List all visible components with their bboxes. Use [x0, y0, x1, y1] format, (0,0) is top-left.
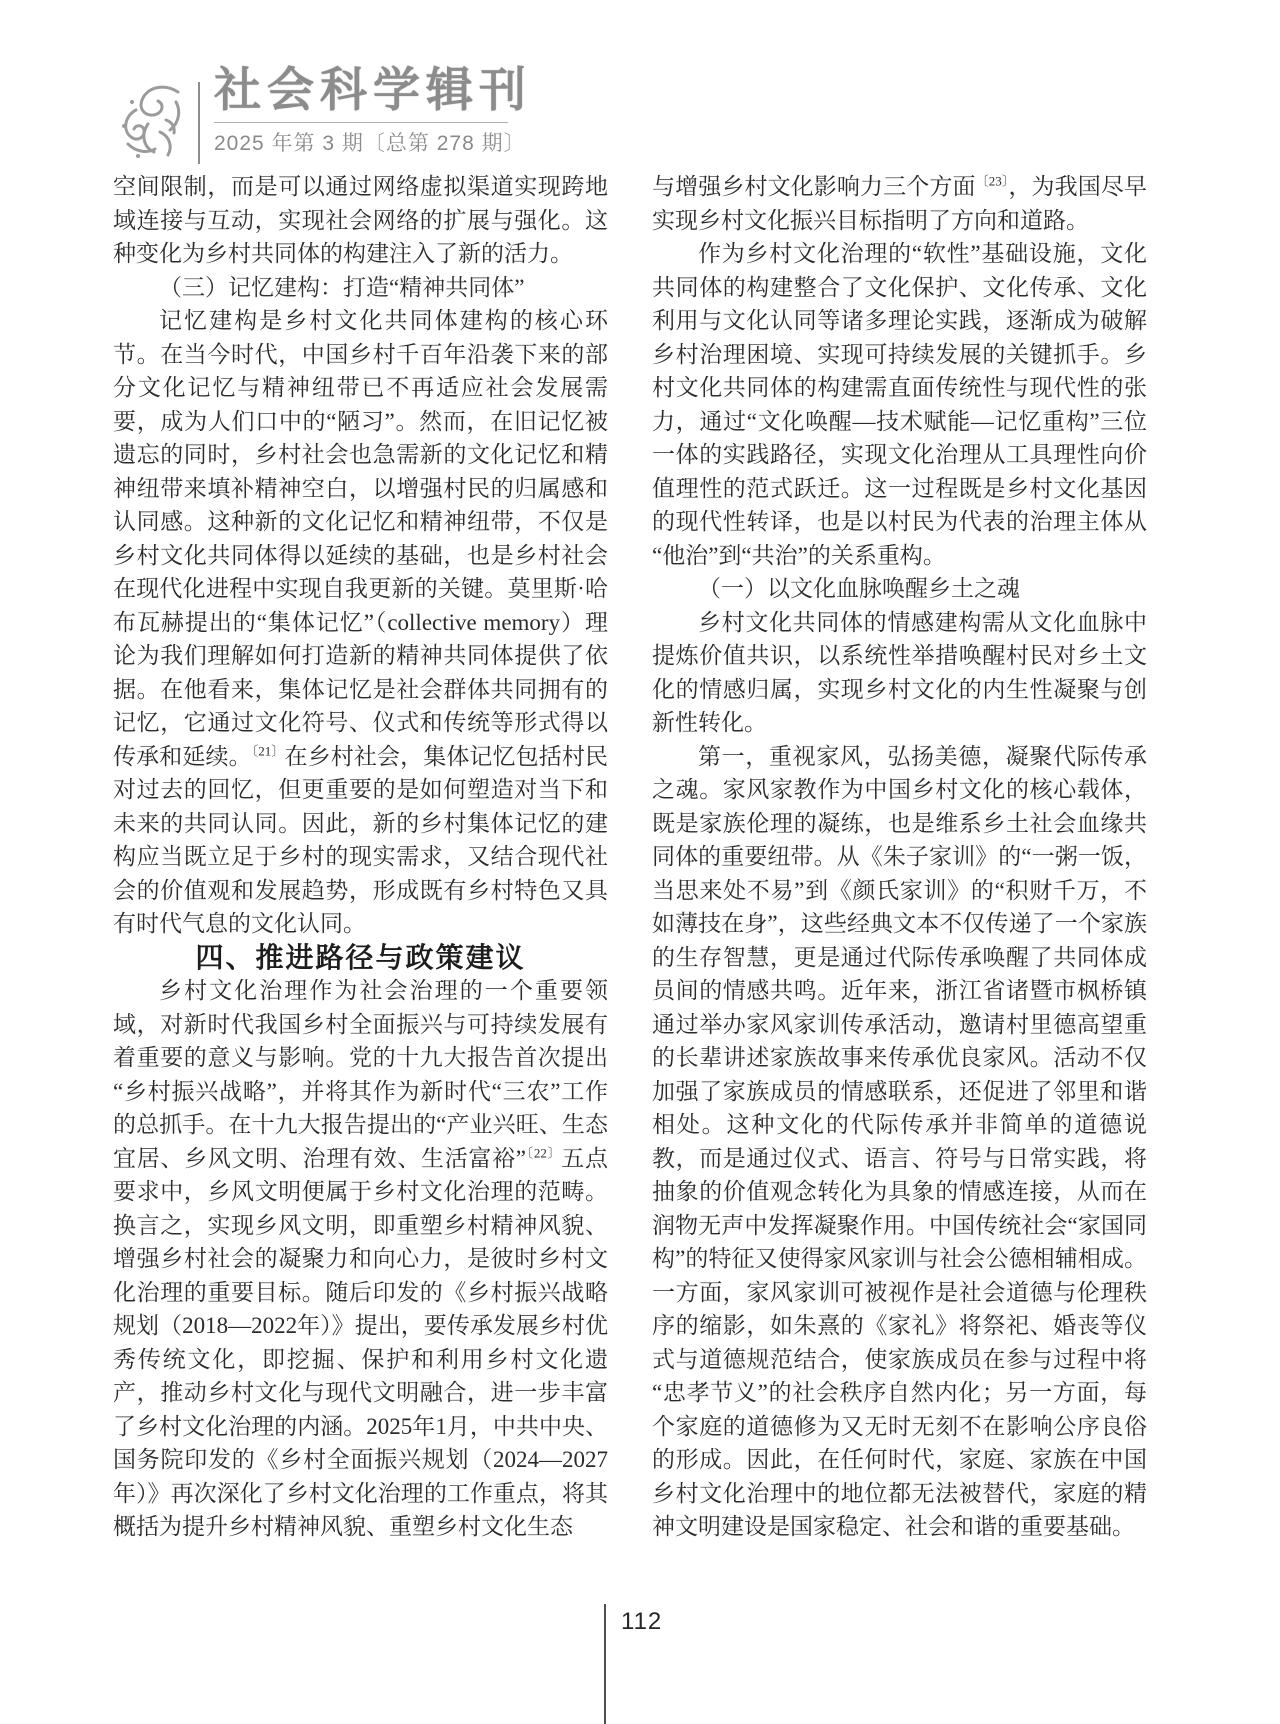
paragraph-text: 五点要求中，乡风文明便属于乡村文化治理的范畴。换言之，实现乡风文明，即重塑乡村精神风貌、增强乡村社会的凝聚力和向心力，是彼时乡村文化治理的重要目标。随后印发的《乡村振兴战略规划（2018—2022年）》提出，要传承发展乡村优秀传统文化，即挖掘、保护和利用乡村文化遗产，推动乡村文化与现代文明融合，进一步丰富了乡村文化治理的内涵。2025年1月，中共中央、国务院印发的《乡村全面振兴规划（2024—2027年）》再次深化了乡村文化治理的工作重点，将其概括为提升乡村精神风貌、重塑乡村文化生态	[113, 1145, 608, 1539]
journal-header	[112, 66, 532, 168]
reference-22: 〔22〕	[526, 1144, 562, 1160]
paragraph-continuation: 空间限制，而是可以通过网络虚拟渠道实现跨地域连接与互动，实现社会网络的扩展与强化。这种变化为乡村共同体的构建注入了新的活力。	[113, 174, 608, 266]
issue-line: 2025 年第 3 期〔总第 278 期〕	[214, 131, 526, 155]
subsection-heading-3: （三）记忆建构：打造“精神共同体”	[159, 274, 525, 300]
paragraph-text: 在乡村社会，集体记忆包括村民对过去的回忆，但更重要的是如何塑造对当下和未来的共同认同。因此，新的乡村集体记忆的建构应当既立足于乡村的现实需求，又结合现代社会的价值观和发展趋势，形成既有乡村特色又具有时代气息的文化认同。	[113, 743, 608, 936]
paragraph-text: ，为我国尽早实现乡村文化振兴目标指明了方向和道路。	[652, 174, 1148, 233]
footer-divider	[604, 1604, 606, 1724]
page-number: 112	[621, 1608, 663, 1635]
paragraph-text: 记忆建构是乡村文化共同体建构的核心环节。在当今时代，中国乡村千百年沿袭下来的部分文化记忆与精神纽带已不再适应社会发展需要，成为人们口中的“陋习”。然而，在旧记忆被遗忘的同时，乡村社会也急需新的文化记忆和精神纽带来填补精神空白，以增强村民的归属感和认同感。这种新的文化记忆和精神纽带，不仅是乡村文化共同体得以延续的基础，也是乡村社会在现代化进程中实现自我更新的关键。莫里斯·哈布瓦赫提出的“集体记忆”（collective memory）理论为我们理解如何打造新的精神共同体提供了依据。在他看来，集体记忆是社会群体共同拥有的记忆，它通过文化符号、仪式和传统等形式得以传承和延续。	[113, 308, 608, 769]
paragraph-text: 与增强乡村文化影响力三个方面	[652, 174, 976, 199]
left-column	[113, 170, 608, 1544]
subsection-heading-1: （一）以文化血脉唤醒乡土之魂	[698, 576, 1020, 601]
paragraph: 第一，重视家风，弘扬美德，凝聚代际传承之魂。家风家教作为中国乡村文化的核心载体，既是家族伦理的凝练，也是维系乡土社会血缘共同体的重要纽带。从《朱子家训》的“一粥一饭，当思来处不易”到《颜氏家训》的“积财千万，不如薄技在身”，这些经典文本不仅传递了一个家族的生存智慧，更是通过代际传承唤醒了共同体成员间的情感共鸣。近年来，浙江省诸暨市枫桥镇通过举办家风家训传承活动，邀请村里德高望重的长辈讲述家族故事来传承优良家风。活动不仅加强了家族成员的情感联系，还促进了邻里和谐相处。这种文化的代际传承并非简单的道德说教，而是通过仪式、语言、符号与日常实践，将抽象的价值观念转化为具象的情感连接，从而在润物无声中发挥凝聚作用。中国传统社会“家国同构”的特征又使得家风家训与社会公德相辅相成。一方面，家风家训可被视作是社会道德与伦理秩序的缩影，如朱熹的《家礼》将祭祀、婚丧等仪式与道德规范结合，使家族成员在参与过程中将“忠孝节义”的社会秩序自然内化；另一方面，每个家庭的道德修为又无时无刻不在影响公序良俗的形成。因此，在任何时代，家庭、家族在中国乡村文化治理中的地位都无法被替代，家庭的精神文明建设是国家稳定、社会和谐的重要基础。	[652, 743, 1147, 1539]
section-heading-4: 四、推进路径与政策建议	[195, 941, 526, 973]
paragraph-text: 乡村文化治理作为社会治理的一个重要领域，对新时代我国乡村全面振兴与可持续发展有着重要的意义与影响。党的十九大报告首次提出“乡村振兴战略”，并将其作为新时代“三农”工作的总抓手。在十九大报告提出的“产业兴旺、生态宜居、乡风文明、治理有效、生活富裕”	[113, 978, 608, 1171]
article-body	[113, 170, 1147, 1544]
header-divider	[198, 82, 200, 164]
phoenix-ornament-icon	[112, 78, 196, 168]
reference-21: 〔21〕	[251, 742, 285, 758]
reference-23: 〔23〕	[975, 173, 1009, 189]
right-column	[652, 170, 1147, 1544]
paragraph-continuation	[652, 170, 1147, 237]
paragraph	[113, 974, 608, 1544]
paragraph	[113, 304, 608, 941]
paragraph: 作为乡村文化治理的“软性”基础设施，文化共同体的构建整合了文化保护、文化传承、文化利用与文化认同等诸多理论实践，逐渐成为破解乡村治理困境、实现可持续发展的关键抓手。乡村文化共同体的构建需直面传统性与现代性的张力，通过“文化唤醒—技术赋能—记忆重构”三位一体的实践路径，实现文化治理从工具理性向价值理性的范式跃迁。这一过程既是乡村文化基因的现代性转译，也是以村民为代表的治理主体从“他治”到“共治”的关系重构。	[652, 241, 1147, 568]
header-text-block	[208, 66, 532, 157]
paragraph: 乡村文化共同体的情感建构需从文化血脉中提炼价值共识，以系统性举措唤醒村民对乡土文化的情感归属，实现乡村文化的内生性凝聚与创新性转化。	[652, 609, 1147, 735]
title-rule	[214, 122, 508, 123]
journal-title: 社会科学辑刊	[214, 65, 532, 117]
